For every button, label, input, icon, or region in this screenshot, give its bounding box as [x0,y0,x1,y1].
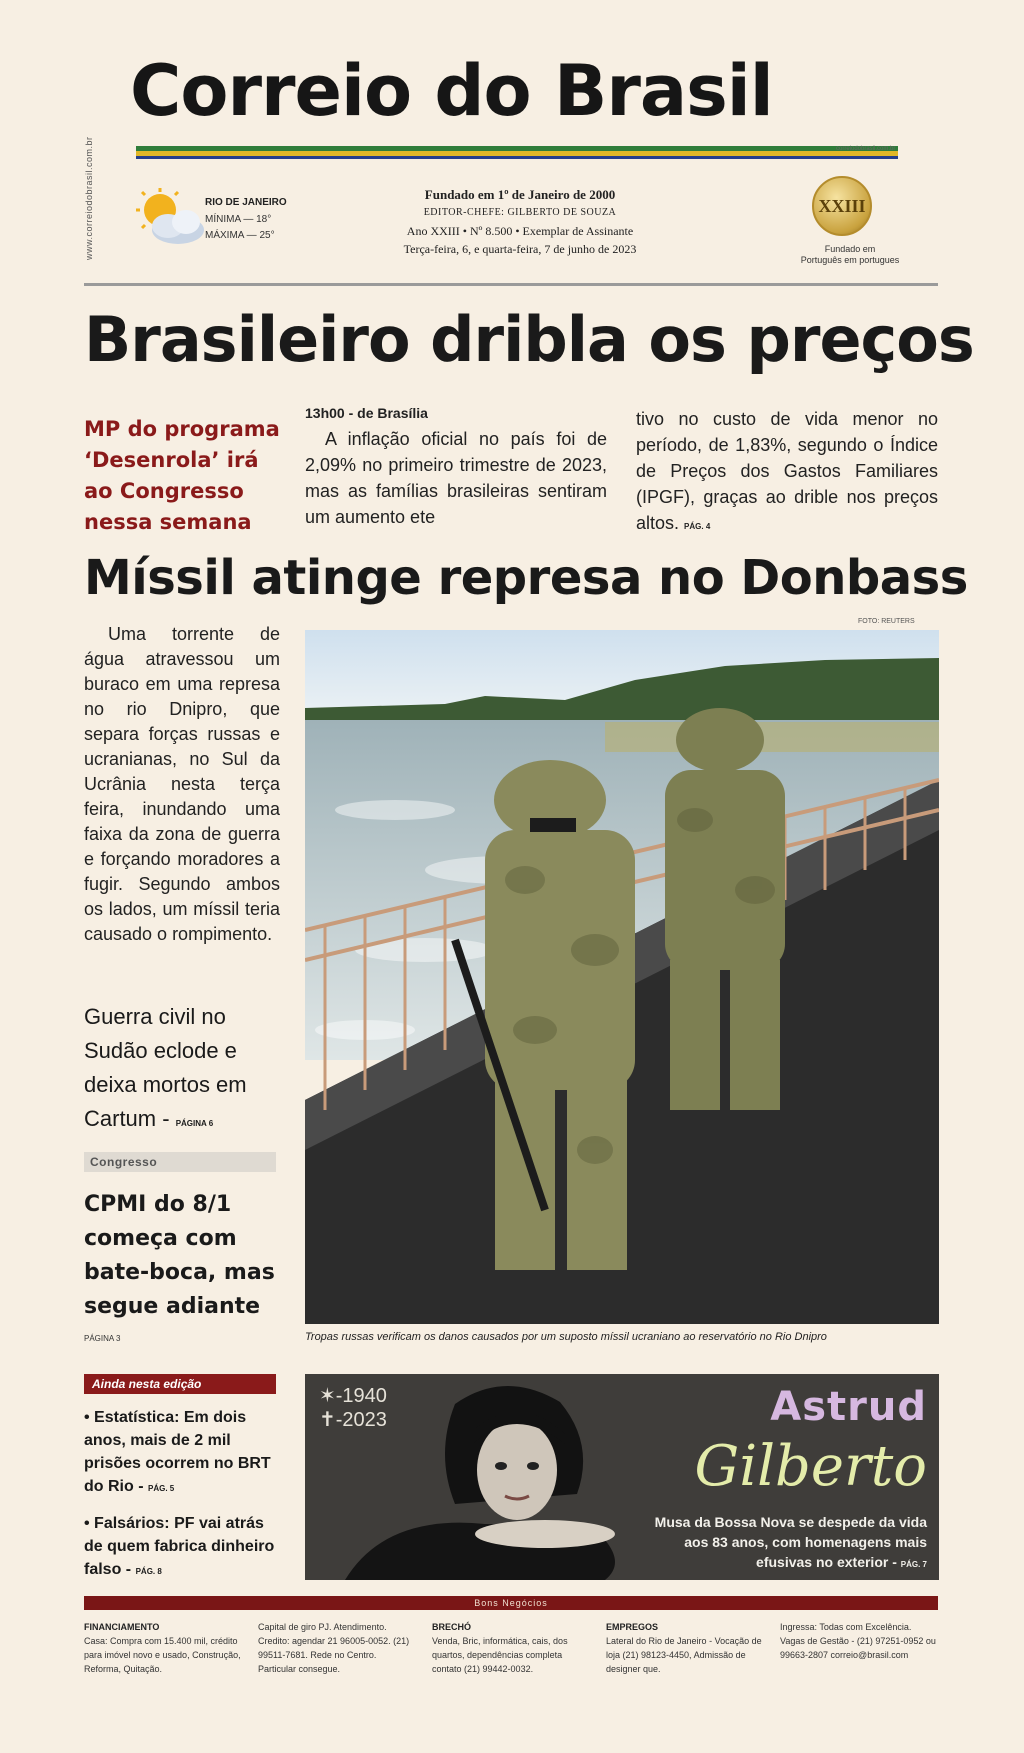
brief-text: Em dois anos, mais de 2 mil prisões ocorrem no BRT do Rio - [84,1409,271,1495]
lead-dateline: 13h00 - de Brasília [305,405,428,421]
page-ref: PÁG. 8 [135,1567,162,1576]
lead-body-col2 [636,406,938,540]
astrud-description [637,1512,927,1575]
cpmi-headline[interactable]: CPMI do 8/1 começa com bate-boca, mas segue adiante [84,1192,275,1319]
astrud-desc-text: Musa da Bossa Nova se despede da vida aos 83 anos, com homenagens mais efusivas no exterior - [654,1514,927,1570]
photo-credit: FOTO: REUTERS [858,618,915,625]
brief-tag: • Estatística: [84,1409,180,1426]
classified-title: BRECHÓ [432,1622,472,1632]
sun-cloud-icon [130,186,214,250]
lead-text-2: tivo no custo de vida menor no período, de 1,83%, segundo o Índice de Preços dos Gastos Familiares (IPGF), graças ao drible nos preços altos. [636,409,938,533]
side-headline-desenrola[interactable]: MP do programa ‘Desenrola’ irá ao Congresso nessa semana [84,417,280,534]
weather-max: MÁXIMA — 25° [205,230,275,241]
brief-tag: • Falsários: [84,1515,170,1532]
brief-falsarios[interactable] [84,1512,280,1583]
missile-text: Uma torrente de água atravessou um buraco em uma represa no rio Dnipro, que separa forças russas e ucranianas, no Sul da Ucrânia nesta terça feira, inundando uma faixa da zona de guerra e forçando moradores a fugir. Segundo ambos os lados, um míssil teria causado o rompimento. [84,624,280,944]
classified-col[interactable] [84,1620,242,1676]
masthead-divider [84,283,938,286]
page-ref: PÁG. 5 [148,1484,175,1493]
date-line: Terça-feira, 6, e quarta-feira, 7 de junho de 2023 [403,242,637,256]
page-ref: PÁGINA 3 [84,1334,121,1343]
newspaper-masthead[interactable]: Correio do Brasil [130,50,773,132]
side-url: www.correiodobrasil.com.br [84,136,94,260]
masthead-stripe-blue [136,156,898,159]
death-year: ✝-2023 [319,1409,387,1431]
classified-col[interactable] [606,1620,764,1676]
edition-info [330,186,710,258]
astrud-name-first: Astrud [770,1384,927,1430]
weather-min: MÍNIMA — 18° [205,214,272,225]
classified-text: Capital de giro PJ. Atendimento. Credito: agendar 21 96005-0052. (21) 99511-7681. Rede no Centro. Particular consegue. [258,1622,410,1674]
astrud-name-last: Gilberto [694,1434,927,1499]
sudan-teaser[interactable] [84,1000,280,1141]
classified-text: Casa: Compra com 15.400 mil, crédito para imóvel novo e usado, Construção, Reforma, Quitação. [84,1636,241,1674]
page-ref: PÁGINA 6 [175,1119,214,1128]
classifieds-bar: Bons Negócios [84,1596,938,1610]
brand-url: correiodobrasil.com.br [836,146,896,152]
brief-text: PF vai atrás de quem fabrica dinheiro falso - [84,1515,275,1578]
section-label-congresso: Congresso [84,1152,276,1172]
ainda-nesta-edicao-label: Ainda nesta edição [84,1374,276,1394]
photo-caption: Tropas russas verificam os danos causados por um suposto míssil ucraniano ao reservatório no Rio Dnipro [305,1331,827,1343]
classified-col[interactable] [432,1620,590,1676]
classified-title: EMPREGOS [606,1622,659,1632]
editor-line: EDITOR-CHEFE: GILBERTO DE SOUZA [423,207,617,218]
weather-city: RIO DE JANEIRO [205,197,287,208]
classified-col[interactable] [780,1620,938,1662]
founded-line: Fundado em 1º de Janeiro de 2000 [424,187,616,202]
soldiers-dam-photo [305,630,939,1324]
sudan-text: Guerra civil no Sudão eclode e deixa mortos em Cartum - [84,1004,247,1131]
missile-body [84,622,280,947]
page-ref[interactable]: PÁG. 4 [684,522,711,531]
anniversary-seal: XXIII [812,176,872,236]
life-years [319,1384,387,1432]
classified-text: Lateral do Rio de Janeiro - Vocação de loja (21) 98123-4450, Admissão de designer que. [606,1636,762,1674]
birth-year: ✶-1940 [319,1385,387,1407]
brief-estatistica[interactable] [84,1406,280,1500]
classified-text: Venda, Bric, informática, cais, dos quartos, dependências completa contato (21) 99442-0032. [432,1636,568,1674]
edition-line: Ano XXIII • Nº 8.500 • Exemplar de Assinante [406,224,634,238]
second-headline[interactable]: Míssil atinge represa no Donbass [84,550,968,606]
page-ref: PÁG. 7 [900,1560,927,1569]
classified-text: Ingressa: Todas com Excelência. Vagas de Gestão - (21) 97251-0952 ou 99663-2807 correio@brasil.com [780,1622,936,1660]
lead-text-1: A inflação oficial no país foi de 2,09% no primeiro trimestre de 2023, mas as famílias brasileiras sentiram um aumento ete [305,429,607,527]
astrud-gilberto-feature[interactable] [305,1374,939,1580]
classified-col[interactable] [258,1620,416,1676]
seal-label: Fundado em Português em portugues [800,244,900,265]
lead-body-col1 [305,400,607,530]
classified-title: FINANCIAMENTO [84,1622,160,1632]
lead-headline[interactable]: Brasileiro dribla os preços [84,303,974,376]
